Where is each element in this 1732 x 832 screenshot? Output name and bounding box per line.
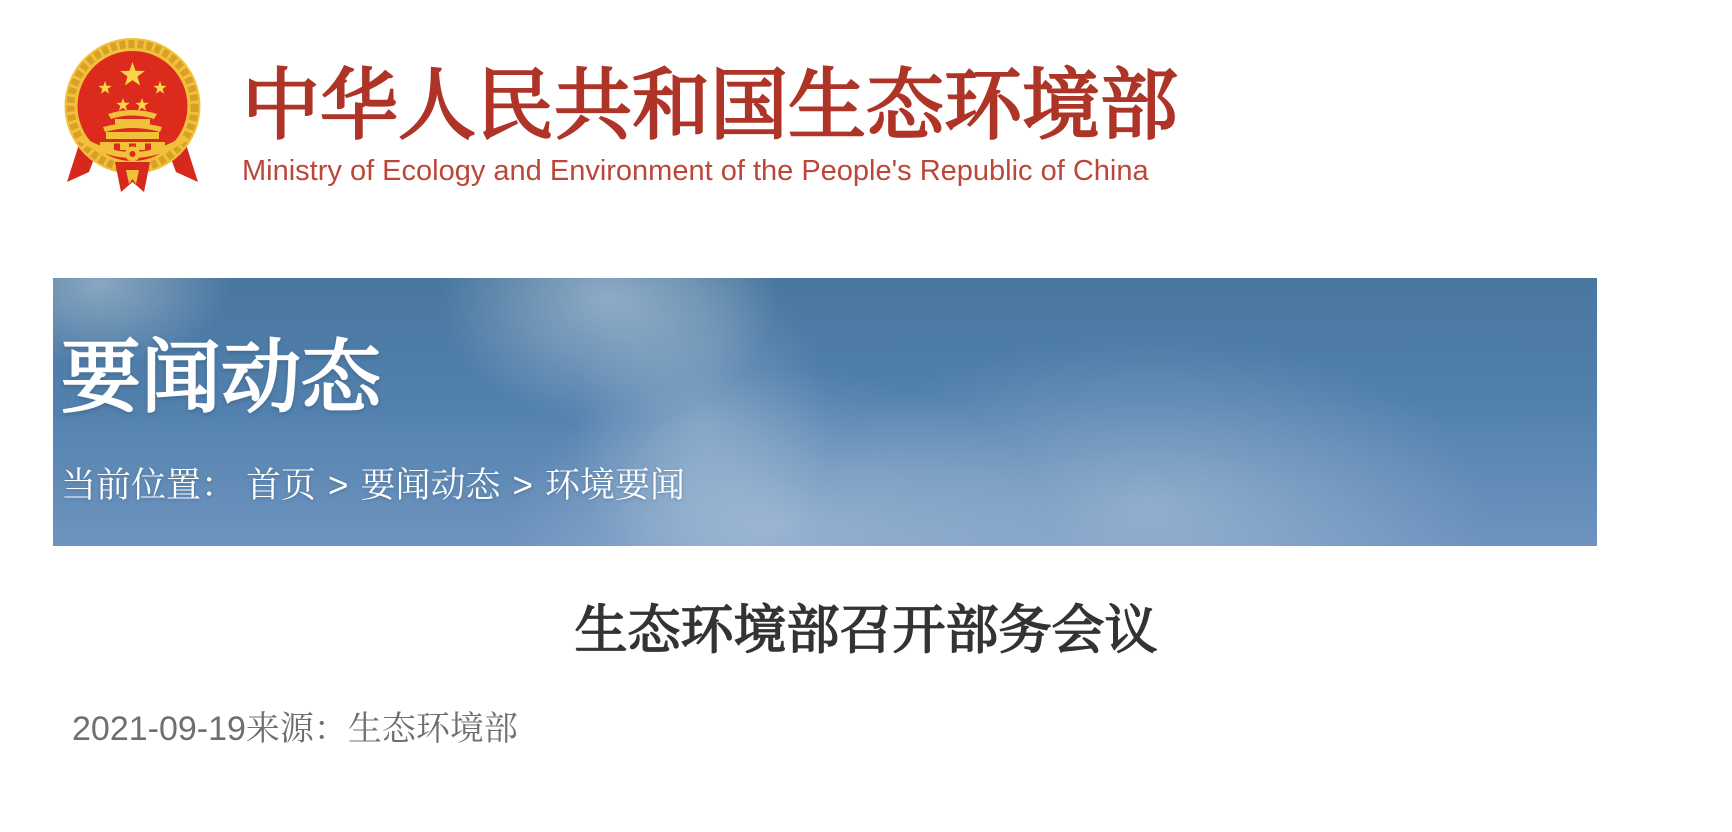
article-source-label: 来源： (245, 709, 348, 748)
site-title-cn: 中华人民共和国生态环境部 (242, 61, 1179, 149)
breadcrumb-label: 当前位置： (61, 466, 237, 505)
breadcrumb-link-news[interactable]: 要闻动态 (360, 466, 501, 505)
breadcrumb-link-home[interactable]: 首页 (246, 466, 317, 505)
article-title: 生态环境部召开部务会议 (574, 601, 1158, 660)
breadcrumb-link-env-news[interactable]: 环境要闻 (544, 466, 685, 505)
article-source: 生态环境部 (347, 709, 518, 748)
breadcrumb (61, 467, 1597, 506)
breadcrumb-separator: > (328, 466, 349, 505)
masthead-titles (242, 30, 1178, 186)
article-meta (72, 709, 1732, 748)
site-title-en: Ministry of Ecology and Environment of the People's Republic of China (242, 155, 1149, 187)
section-banner (53, 278, 1597, 546)
breadcrumb-separator: > (512, 466, 533, 505)
section-title: 要闻动态 (61, 333, 381, 422)
national-emblem-icon (55, 30, 210, 205)
article-date: 2021-09-19 (72, 709, 246, 748)
masthead-home-link[interactable] (0, 0, 1732, 205)
